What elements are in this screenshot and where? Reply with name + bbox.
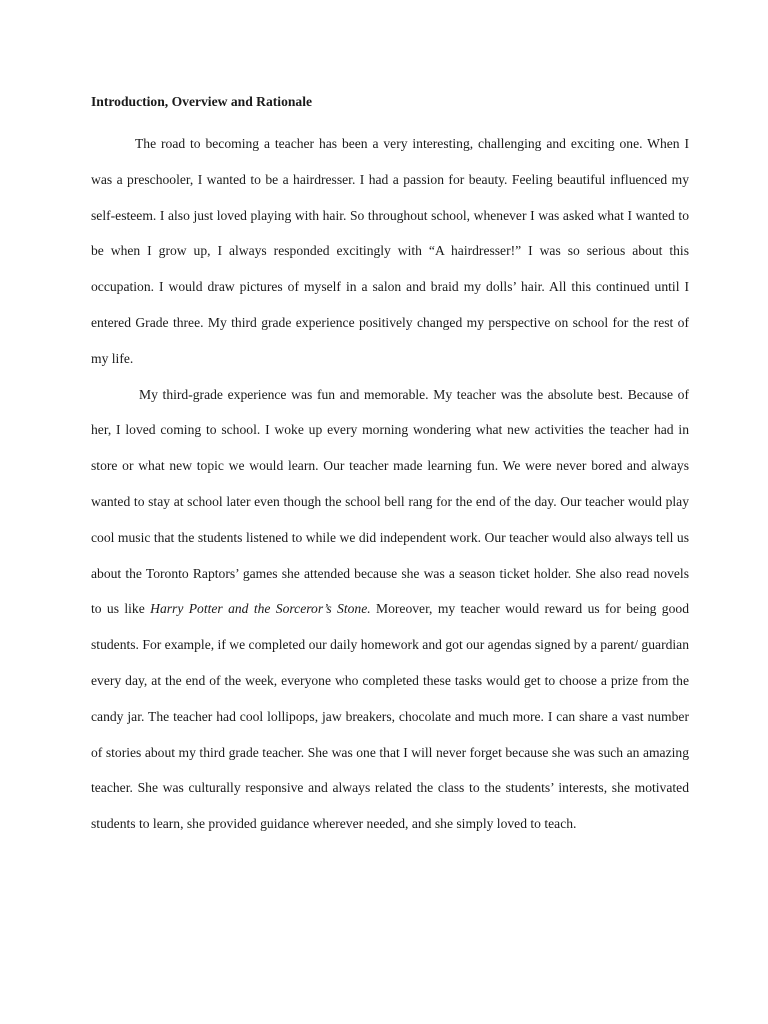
document-body <box>91 90 689 842</box>
paragraph-2-text-end: Moreover, my teacher would reward us for being good students. For example, if we completed our daily homework and got our agendas signed by a parent/ guardian every day, at the end of the week, everyone who completed these tasks would get to choose a prize from the candy jar. The teacher had cool lollipops, jaw breakers, chocolate and much more. I can share a vast number of stories about my third grade teacher. She was one that I will never forget because she was such an amazing teacher. She was culturally responsive and always related the class to the students’ interests, she motivated students to learn, she provided guidance wherever needed, and she simply loved to teach. <box>91 601 689 832</box>
paragraph-2 <box>91 377 689 842</box>
section-heading: Introduction, Overview and Rationale <box>91 94 313 109</box>
paragraph-1: The road to becoming a teacher has been a very interesting, challenging and exciting one. When I was a preschooler, I wanted to be a hairdresser. I had a passion for beauty. Feeling beautiful influenced my self-esteem. I also just loved playing with hair. So throughout school, whenever I was asked what I wanted to be when I grow up, I always responded excitingly with “A hairdresser!” I was so serious about this occupation. I would draw pictures of myself in a salon and braid my dolls’ hair. All this continued until I entered Grade three. My third grade experience positively changed my perspective on school for the rest of my life. <box>91 136 689 366</box>
book-title: Harry Potter and the Sorceror’s Stone. <box>150 601 371 617</box>
paragraph-2-text-start: My third-grade experience was fun and memorable. My teacher was the absolute best. Because of her, I loved coming to school. I woke up every morning wondering what new activities the teacher had in store or what new topic we would learn. Our teacher made learning fun. We were never bored and always wanted to stay at school later even though the school bell rang for the end of the day. Our teacher would play cool music that the students listened to while we did independent work. Our teacher would also always tell us about the Toronto Raptors’ games she attended because she was a season ticket holder. She also read novels to us like <box>91 386 689 617</box>
